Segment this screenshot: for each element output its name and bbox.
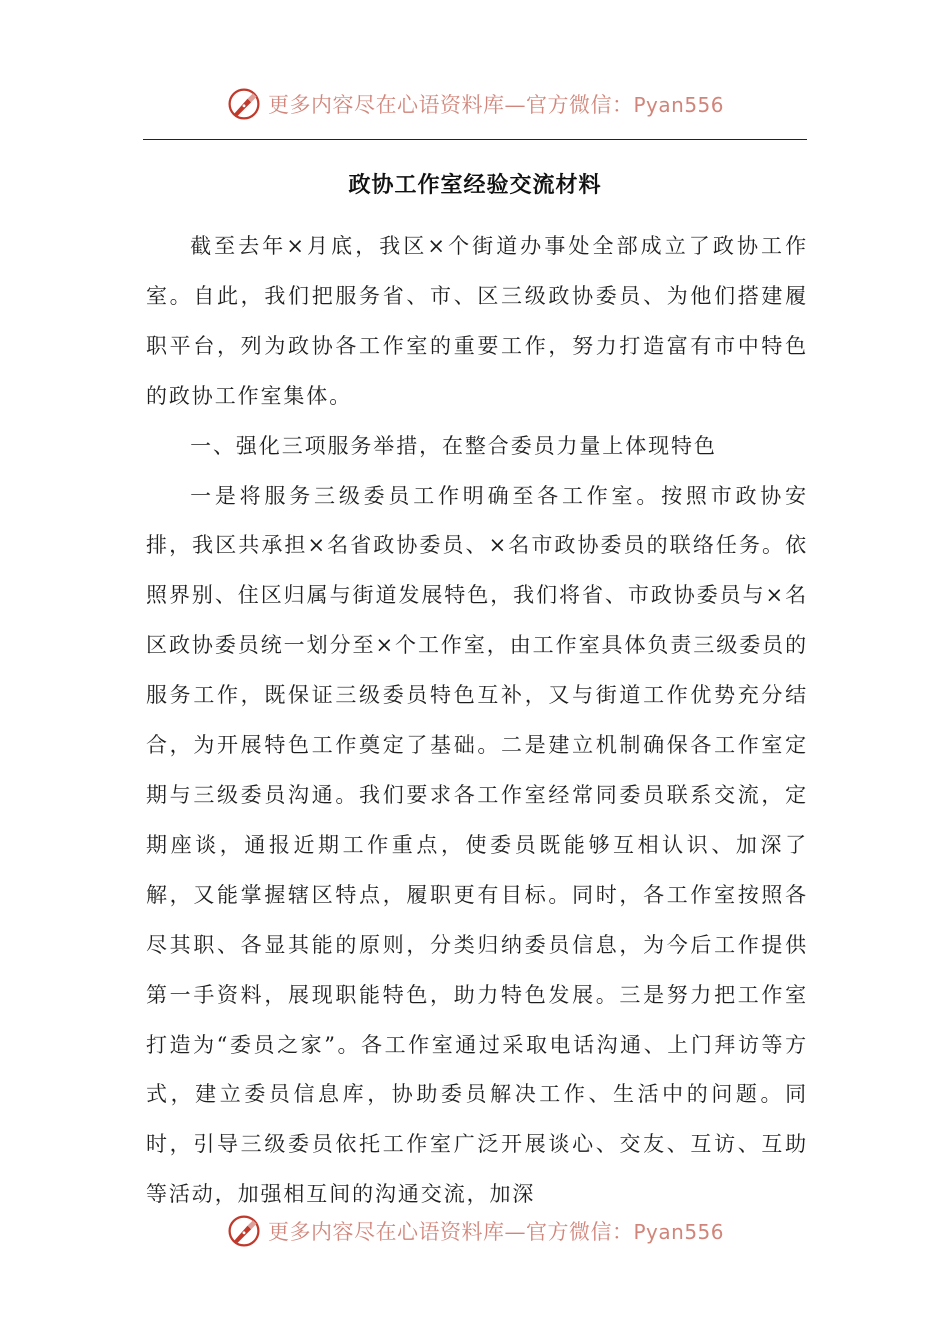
footer-banner [0, 1211, 950, 1251]
wechat-id: Pyan556 [633, 93, 724, 117]
pen-nib-circle-icon [226, 1213, 262, 1249]
section-heading: 一、强化三项服务举措，在整合委员力量上体现特色 [190, 433, 717, 458]
document-body [146, 222, 808, 1220]
pen-nib-circle-icon [226, 86, 262, 122]
paragraph-intro: 截至去年×月底，我区×个街道办事处全部成立了政协工作室。自此，我们把服务省、市、区三级政协委员、为他们搭建履职平台，列为政协各工作室的重要工作，努力打造富有市中特色的政协工作室集体。 [146, 234, 808, 408]
wechat-id: Pyan556 [633, 1220, 724, 1244]
banner-text: 更多内容尽在心语资料库—官方微信：Pyan556 [267, 1220, 724, 1244]
header-divider [143, 139, 807, 140]
banner-text: 更多内容尽在心语资料库—官方微信：Pyan556 [267, 93, 724, 117]
document-title: 政协工作室经验交流材料 [348, 173, 602, 198]
header-banner [0, 84, 950, 124]
paragraph-measures: 一是将服务三级委员工作明确至各工作室。按照市政协安排，我区共承担×名省政协委员、×名市政协委员的联络任务。依照界别、住区归属与街道发展特色，我们将省、市政协委员与×名区政协委员统一划分至×个工作室，由工作室具体负责三级委员的服务工作，既保证三级委员特色互补，又与街道工作优势充分结合，为开展特色工作奠定了基础。二是建立机制确保各工作室定期与三级委员沟通。我们要求各工作室经常同委员联系交流，定期座谈，通报近期工作重点，使委员既能够互相认识、加深了解，又能掌握辖区特点，履职更有目标。同时，各工作室按照各尽其职、各显其能的原则，分类归纳委员信息，为今后工作提供第一手资料，展现职能特色，助力特色发展。三是努力把工作室打造为“委员之家”。各工作室通过采取电话沟通、上门拜访等方式，建立委员信息库，协助委员解决工作、生活中的问题。同时，引导三级委员依托工作室广泛开展谈心、交友、互访、互助等活动，加强相互间的沟通交流，加深 [146, 483, 808, 1207]
